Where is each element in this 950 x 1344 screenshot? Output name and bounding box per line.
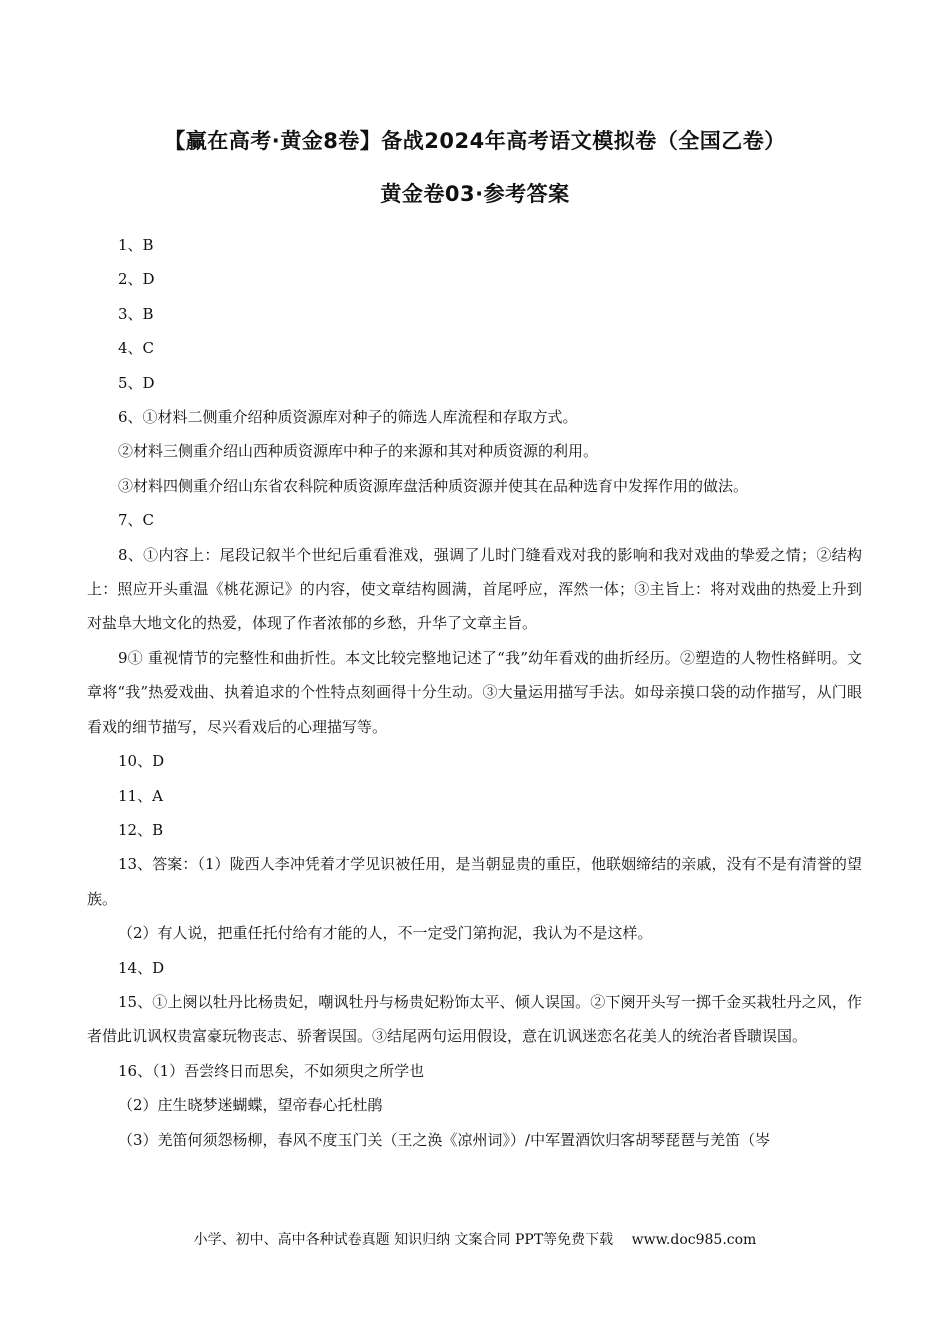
answer-6-part-1: 6、①材料二侧重介绍种质资源库对种子的筛选人库流程和存取方式。 xyxy=(118,408,578,427)
answer-16-part-1: 16、（1）吾尝终日而思矣，不如须臾之所学也 xyxy=(118,1061,425,1080)
answer-5: 5、D xyxy=(118,373,155,392)
answer-8: 8、①内容上：尾段记叙半个世纪后重看淮戏，强调了儿时门缝看戏对我的影响和我对戏曲的挚爱之情；②结构上：照应开头重温《桃花源记》的内容，使文章结构圆满，首尾呼应，浑然一体；③主旨上：将对戏曲的热爱上升到对盐阜大地文化的热爱，体现了作者浓郁的乡愁，升华了文章主旨。 xyxy=(87,545,862,633)
answer-13-part-2: （2）有人说，把重任托付给有才能的人，不一定受门第拘泥，我认为不是这样。 xyxy=(118,924,653,943)
page-footer xyxy=(0,1229,950,1249)
answer-7: 7、C xyxy=(118,511,155,530)
answer-9: 9① 重视情节的完整性和曲折性。本文比较完整地记述了“我”幼年看戏的曲折经历。②塑造的人物性格鲜明。文章将“我”热爱戏曲、执着追求的个性特点刻画得十分生动。③大量运用描写手法。如母亲摸口袋的动作描写，从门眼看戏的细节描写，尽兴看戏后的心理描写等。 xyxy=(87,648,862,736)
document-subtitle: 黄金卷03·参考答案 xyxy=(380,182,570,206)
answer-13-part-1: 13、答案：（1）陇西人李冲凭着才学见识被任用，是当朝显贵的重臣，他联姻缔结的亲戚，没有不是有清誉的望族。 xyxy=(87,855,862,908)
document-title: 【赢在高考·黄金8卷】备战2024年高考语文模拟卷（全国乙卷） xyxy=(164,129,786,153)
answer-16-part-2: （2）庄生晓梦迷蝴蝶，望帝春心托杜鹃 xyxy=(118,1096,383,1115)
answer-list xyxy=(87,228,862,1157)
answer-2: 2、D xyxy=(118,270,155,289)
answer-14: 14、D xyxy=(118,958,165,977)
footer-site-link[interactable]: www.doc985.com xyxy=(631,1232,757,1248)
answer-16-part-3: （3）羌笛何须怨杨柳，春风不度玉门关（王之涣《凉州词》）/中军置酒饮归客胡琴琵琶与羌笛（岑 xyxy=(118,1130,771,1149)
footer-text: 小学、初中、高中各种试卷真题 知识归纳 文案合同 PPT等免费下载 xyxy=(193,1232,614,1248)
answer-10: 10、D xyxy=(118,752,165,771)
answer-6-part-2: ②材料三侧重介绍山西种质资源库中种子的来源和其对种质资源的利用。 xyxy=(118,442,599,461)
answer-12: 12、B xyxy=(118,820,164,839)
answer-1: 1、B xyxy=(118,236,154,254)
answer-6-part-3: ③材料四侧重介绍山东省农科院种质资源库盘活种质资源并使其在品种选育中发挥作用的做法。 xyxy=(118,476,749,495)
answer-4: 4、C xyxy=(118,339,155,358)
answer-15: 15、①上阕以牡丹比杨贵妃，嘲讽牡丹与杨贵妃粉饰太平、倾人误国。②下阕开头写一掷千金买栽牡丹之风，作者借此讥讽权贵富豪玩物丧志、骄奢误国。③结尾两句运用假设，意在讥讽迷恋名花美人的统治者昏聩误国。 xyxy=(87,992,862,1046)
answer-11: 11、A xyxy=(118,786,163,805)
answer-3: 3、B xyxy=(118,304,154,323)
